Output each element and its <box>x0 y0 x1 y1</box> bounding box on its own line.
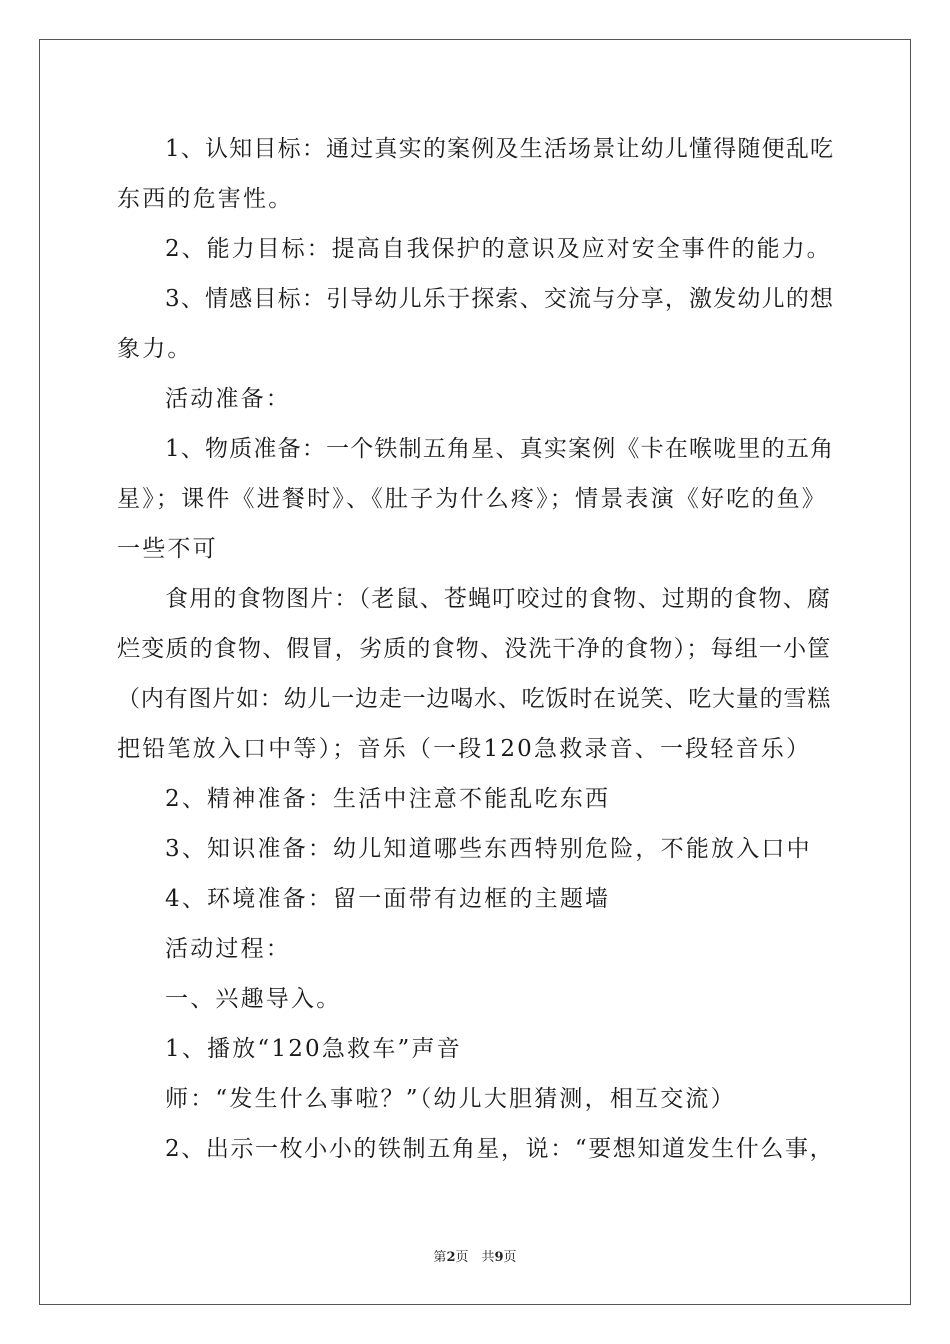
text-line: 星》；课件《进餐时》、《肚子为什么疼》；情景表演《好吃的鱼》 <box>117 486 827 512</box>
section-heading: 活动准备： <box>165 386 291 412</box>
text-line: 1、认知目标：通过真实的案例及生活场景让幼儿懂得随便乱吃 <box>165 136 835 162</box>
page-mid: 页 共 <box>455 1250 495 1265</box>
text-line: 把铅笔放入口中等）；音乐（一段120急救录音、一段轻音乐） <box>117 736 812 762</box>
text-line: 一些不可 <box>117 536 218 562</box>
section-heading: 活动过程： <box>165 936 291 962</box>
page-number: 2 <box>446 1250 456 1265</box>
text-line: 1、物质准备：一个铁制五角星、真实案例《卡在喉咙里的五角 <box>165 436 835 462</box>
text-line: （内有图片如：幼儿一边走一边喝水、吃饭时在说笑、吃大量的雪糕 <box>117 686 831 712</box>
text-line: 烂变质的食物、假冒，劣质的食物、没洗干净的食物）；每组一小筐 <box>117 636 832 662</box>
text-line: 象力。 <box>117 336 193 362</box>
page-footer <box>0 1246 950 1265</box>
document-body <box>117 124 835 1174</box>
text-line: 食用的食物图片：（老鼠、苍蝇叮咬过的食物、过期的食物、腐 <box>165 586 832 612</box>
text-line: 2、能力目标：提高自我保护的意识及应对安全事件的能力。 <box>165 236 832 262</box>
text-line: 师：“发生什么事啦？”（幼儿大胆猜测，相互交流） <box>165 1086 736 1112</box>
total-pages: 9 <box>494 1250 504 1265</box>
text-line: 4、环境准备：留一面带有边框的主题墙 <box>165 886 611 912</box>
text-line: 3、情感目标：引导幼儿乐于探索、交流与分享，激发幼儿的想 <box>165 286 835 312</box>
text-line: 3、知识准备：幼儿知道哪些东西特别危险，不能放入口中 <box>165 836 812 862</box>
subsection-heading: 一、兴趣导入。 <box>165 986 342 1012</box>
page-suffix: 页 <box>503 1250 517 1265</box>
text-line: 1、播放“120急救车”声音 <box>165 1036 462 1062</box>
page-prefix: 第 <box>433 1250 447 1265</box>
text-line: 2、出示一枚小小的铁制五角星，说：“要想知道发生什么事， <box>165 1136 835 1162</box>
text-line: 东西的危害性。 <box>117 186 294 212</box>
text-line: 2、精神准备：生活中注意不能乱吃东西 <box>165 786 611 812</box>
